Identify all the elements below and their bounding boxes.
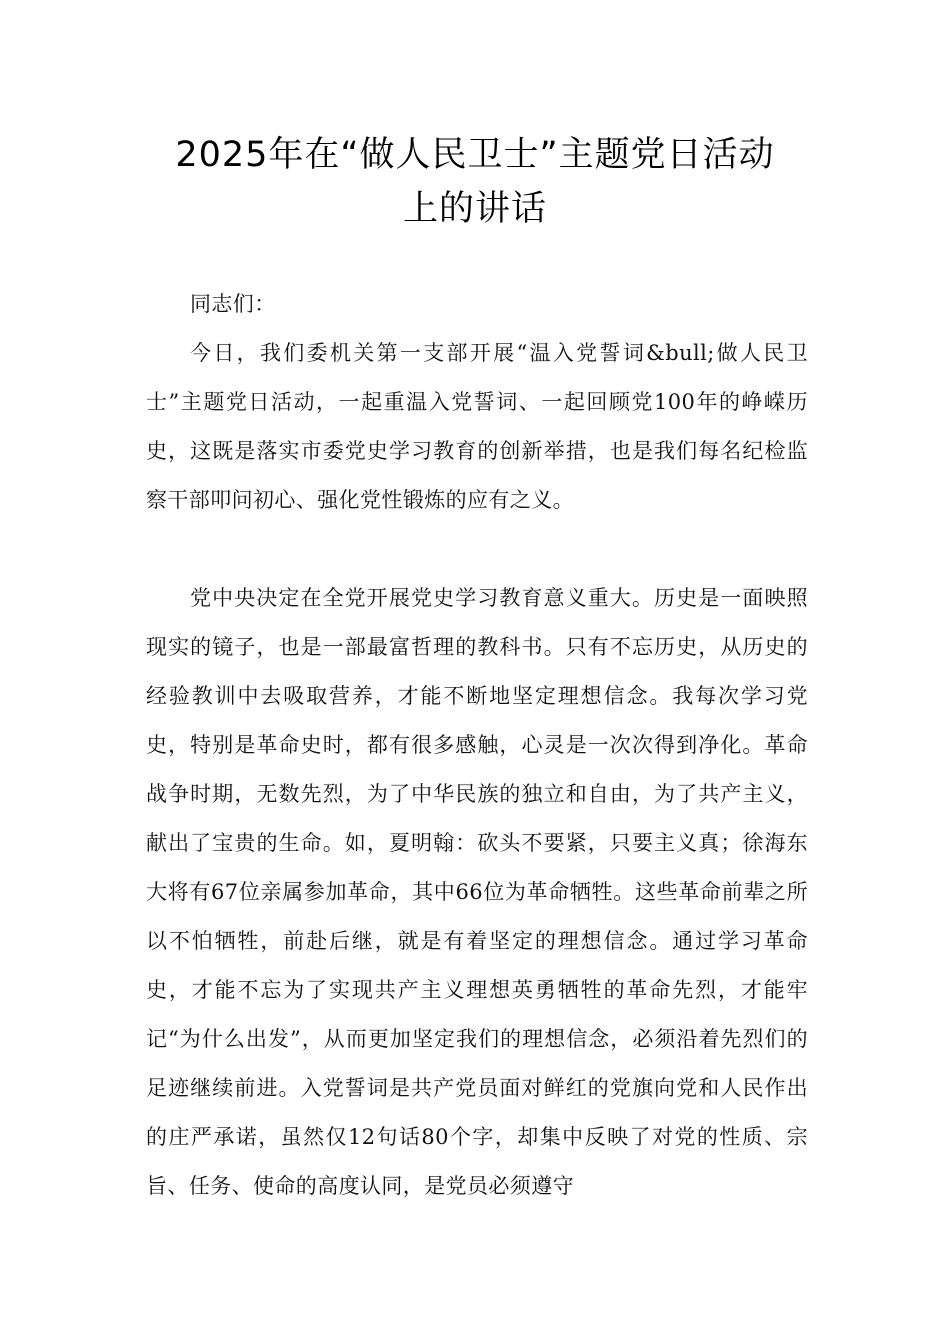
document-title	[120, 128, 830, 236]
paragraph-1: 今日，我们委机关第一支部开展“温入党誓词&bull;做人民卫士”主题党日活动，一起重温入党誓词、一起回顾党100年的峥嵘历史，这既是落实市委党史学习教育的创新举措，也是我们每名纪检监察干部叩问初心、强化党性锻炼的应有之义。	[146, 341, 808, 512]
salutation: 同志们：	[190, 292, 276, 316]
paragraph-2: 党中央决定在全党开展党史学习教育意义重大。历史是一面映照现实的镜子，也是一部最富哲理的教科书。只有不忘历史，从历史的经验教训中去吸取营养，才能不断地坚定理想信念。我每次学习党史，特别是革命史时，都有很多感触，心灵是一次次得到净化。革命战争时期，无数先烈，为了中华民族的独立和自由，为了共产主义，献出了宝贵的生命。如，夏明翰：砍头不要紧，只要主义真；徐海东大将有67位亲属参加革命，其中66位为革命牺牲。这些革命前辈之所以不怕牺牲，前赴后继，就是有着坚定的理想信念。通过学习革命史，才能不忘为了实现共产主义理想英勇牺牲的革命先烈，才能牢记“为什么出发”，从而更加坚定我们的理想信念，必须沿着先烈们的足迹继续前进。入党誓词是共产党员面对鲜红的党旗向党和人民作出的庄严承诺，虽然仅12句话80个字，却集中反映了对党的性质、宗旨、任务、使命的高度认同，是党员必须遵守	[146, 586, 808, 1198]
title-line-1: 2025年在“做人民卫士”主题党日活动	[175, 135, 775, 175]
title-line-2: 上的讲话	[402, 189, 547, 229]
document-body	[146, 280, 808, 1211]
